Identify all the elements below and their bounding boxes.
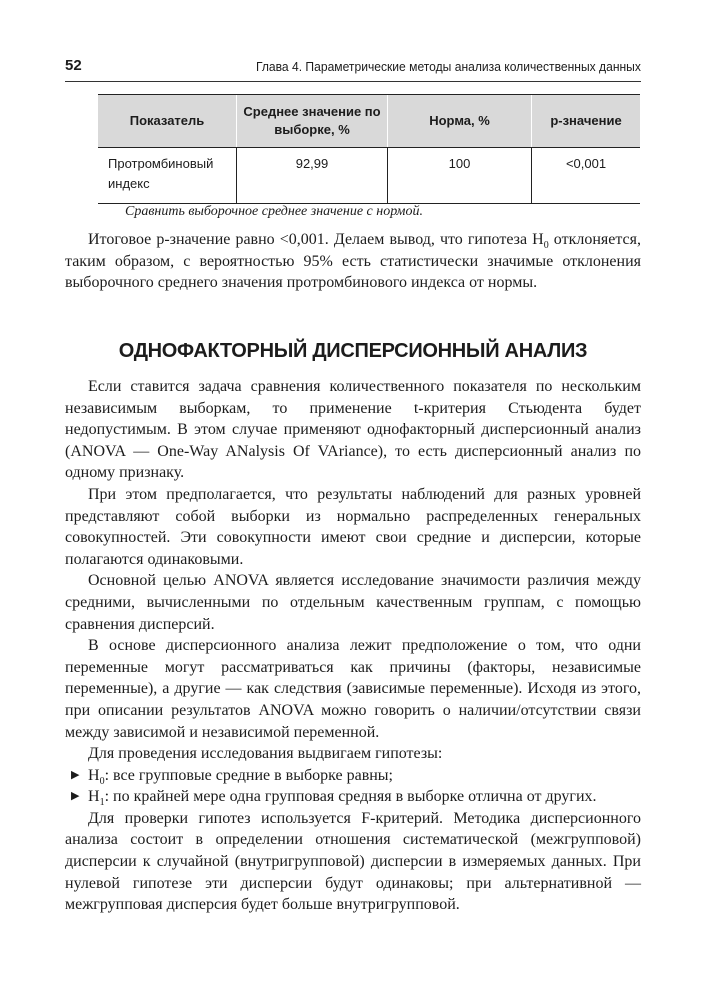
page-number: 52 <box>65 57 82 74</box>
list-item <box>65 765 641 787</box>
comparison-table <box>98 94 640 204</box>
paragraph: Для проведения исследования выдвигаем гипотезы: <box>88 745 443 763</box>
column-header: Среднее значение по выборке, % <box>237 95 388 148</box>
paragraph: При этом предполагается, что результаты наблюдений для разных уровней представляют собой выборки из нормально распределенных генеральных совокупностей. Эти совокупности имеют свои средние и дисперсии, которые полагаются одинаковыми. <box>65 485 641 568</box>
intro-text-end: отклоняется, таким образом, с вероятностью 95% есть статистически значимые отклонения выборочного среднего значения протромбинового индекса от нормы. <box>65 231 641 292</box>
table-cell: 92,99 <box>237 148 388 204</box>
table-row <box>98 148 640 204</box>
table-cell: Протромбиновый индекс <box>98 148 237 204</box>
section-title: ОДНОФАКТОРНЫЙ ДИСПЕРСИОННЫЙ АНАЛИЗ <box>118 340 588 362</box>
paragraph: Для проверки гипотез используется F-критерий. Методика дисперсионного анализа состоит в определении отношения систематической (межгрупповой) дисперсии к случайной (внутригрупповой) дисперсии в измеряемых данных. При нулевой гипотезе эти дисперсии будут одинаковы; при альтернативной — межгрупповая дисперсия будет больше внутригрупповой. <box>65 809 641 914</box>
table-header-row <box>98 95 640 148</box>
chapter-title: Глава 4. Параметрические методы анализа количественных данных <box>256 59 641 74</box>
bullet-icon: ▶ <box>71 790 80 803</box>
paragraph: Основной целью ANOVA является исследование значимости различия между средними, вычисленными по отдельным качественным группам, с помощью сравнения дисперсий. <box>65 572 641 633</box>
paragraph: В основе дисперсионного анализа лежит предположение о том, что одни переменные могут рассматриваться как причины (факторы, независимые переменные), а другие — как следствия (зависимые переменные). Исходя из этого, при описании результатов ANOVA можно говорить о наличии/отсутствии связи между зависимой и независимой переменной. <box>65 637 641 741</box>
hypothesis-text: : все групповые средние в выборке равны; <box>104 766 393 784</box>
intro-text-start: Итоговое p-значение равно <0,001. Делаем вывод, что гипотеза H <box>88 231 544 248</box>
hypothesis-list <box>65 765 641 808</box>
column-header: Показатель <box>98 95 237 148</box>
table-caption: Сравнить выборочное среднее значение с нормой. <box>125 204 423 219</box>
subscript: 0 <box>99 775 105 787</box>
intro-paragraph <box>65 229 641 294</box>
hypothesis-symbol: H <box>88 766 100 784</box>
column-header: Норма, % <box>388 95 532 148</box>
table-cell: 100 <box>388 148 532 204</box>
hypothesis-symbol: H <box>88 788 100 806</box>
bullet-icon: ▶ <box>71 768 80 781</box>
page-header <box>65 57 641 82</box>
table-cell: <0,001 <box>532 148 641 204</box>
subscript: 1 <box>99 797 105 809</box>
body-text <box>65 376 641 916</box>
column-header: p-значение <box>532 95 641 148</box>
subscript: 0 <box>543 240 549 252</box>
list-item <box>65 786 641 808</box>
paragraph: Если ставится задача сравнения количественного показателя по нескольким независимым выборкам, то применение t-критерия Стьюдента будет недопустимым. В этом случае применяют однофакторный дисперсионный анализ (ANOVA — One-Way ANalysis Of VAriance), то есть дисперсионный анализ по одному признаку. <box>65 378 641 482</box>
hypothesis-text: : по крайней мере одна групповая средняя в выборке отлична от других. <box>104 788 597 806</box>
